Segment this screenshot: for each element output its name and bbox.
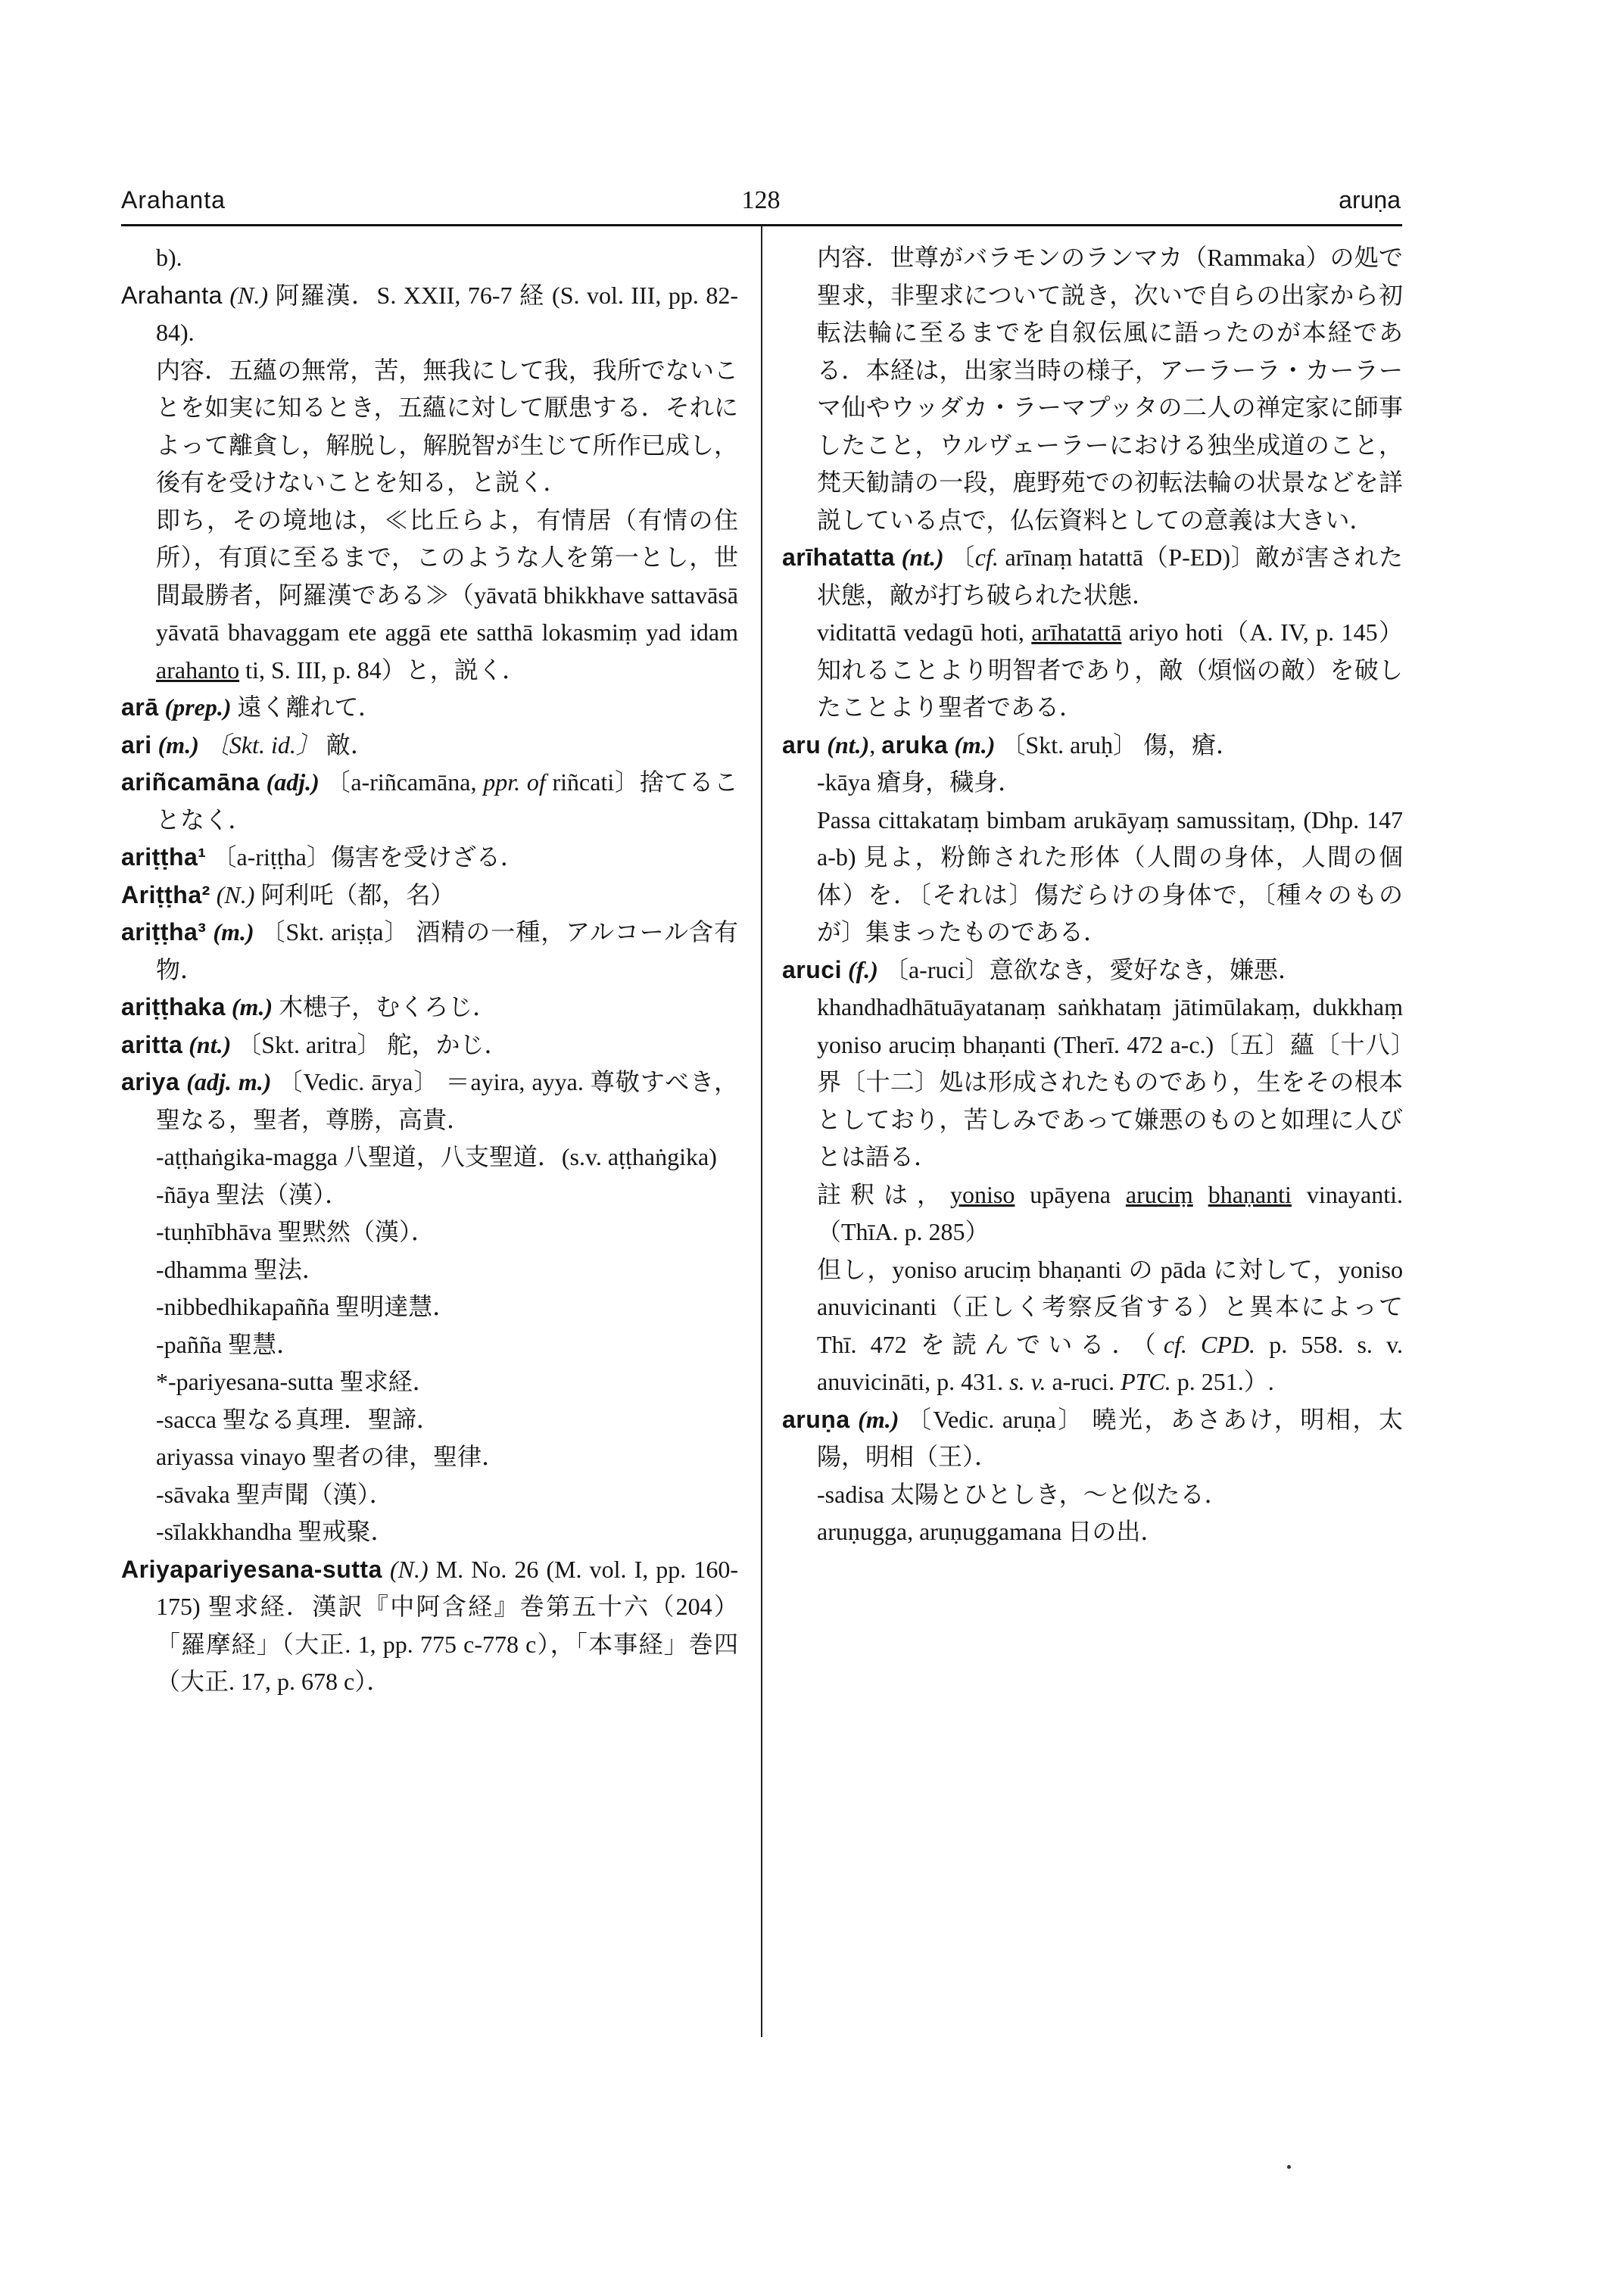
entry-ara: arā (prep.) 遠く離れて．: [121, 693, 382, 721]
ariya-sub-entry: -dhamma 聖法．: [156, 1255, 326, 1283]
ariyapariyesana-content: 内容．世尊がバラモンのランマカ（Rammaka）の処で聖求，非聖求について説き，次いで自らの出家から初転法輪に至るまでを自叙伝風に語ったのが本経である．本経は，出家当時の様子，アーラーラ・カーラーマ仙やウッダカ・ラーマプッタの二人の禅定家に師事したこと，ウルヴェーラーにおける独坐成道のこと，梵天勧請の一段，鹿野苑での初転法輪の状景などを詳説している点で，仏伝資料としての意義は大きい．: [817, 244, 1403, 534]
entry-aritthaka: ariṭṭhaka (m.) 木槵子，むくろじ．: [121, 993, 497, 1020]
right-column: [782, 239, 1403, 1551]
left-column: [121, 239, 738, 1701]
aruci-note: 但し，yoniso aruciṃ bhaṇanti の pāda に対して，yoniso anuvicinanti（正しく考察反省する）と異本によって Thī. 472 を読んでいる．（cf. CPD. p. 558. s. v. anuvicināti, p. 431. s. v. a-ruci. PTC. p. 251.）.: [817, 1255, 1403, 1395]
entry-aru: aru (nt.), aruka (m.) 〔Skt. aruḥ〕 傷，瘡．: [782, 731, 1240, 759]
entry-ari: ari (m.) 〔Skt. id.〕 敵．: [121, 731, 375, 759]
ariya-sub-entry: -tuṇhībhāva 聖黙然（漢）．: [156, 1218, 435, 1245]
arahanta-quote: 即ち，その境地は，≪比丘らよ，有情居（有情の住所），有頂に至るまで，このような人を第一とし，世間最勝者，阿羅漢である≫（yāvatā bhikkhave sattavāsā yāvatā bhavaggam ete aggā ete satthā lokasmiṃ yad idam arahanto ti, S. III, p. 84）と，説く．: [156, 506, 738, 684]
aru-example: Passa cittakataṃ bimbam arukāyaṃ samussitaṃ, (Dhp. 147 a-b) 見よ，粉飾された形体（人間の身体，人間の個体）を．〔それは〕傷だらけの身体で，〔種々のものが〕集まったものである．: [817, 805, 1403, 946]
entry-ariya: ariya (adj. m.) 〔Vedic. ārya〕 ＝ayira, ayya. 尊敬すべき，聖なる，聖者，尊勝，高貴．: [121, 1068, 739, 1133]
entry-arittha-1: ariṭṭha¹ 〔a-riṭṭha〕傷害を受けざる．: [121, 843, 525, 871]
entry-aritta: aritta (nt.) 〔Skt. aritra〕 舵，かじ．: [121, 1030, 509, 1058]
ariya-sub-entry: -sīlakkhandha 聖戒聚．: [156, 1518, 395, 1545]
ariya-sub-entry: -pañña 聖慧．: [156, 1330, 301, 1358]
entry-arincamana: ariñcamāna (adj.) 〔a-riñcamāna, ppr. of riñcati〕捨てることなく．: [121, 768, 738, 833]
aru-sub-entry: -kāya 瘡身，穢身．: [817, 768, 1023, 796]
running-head-right: aruṇa: [1339, 186, 1401, 213]
running-head-left: Arahanta: [121, 186, 226, 213]
page-header: [121, 186, 1401, 223]
entry-aruna: aruṇa (m.) 〔Vedic. aruṇa〕 曉光，あさあけ，明相，太陽，明相（王）．: [782, 1405, 1403, 1470]
ariya-sub-entry: ariyassa vinayo 聖者の律，聖律．: [156, 1443, 507, 1470]
entry-ariyapariyesana-sutta: Ariyapariyesana-sutta (N.) M. No. 26 (M. vol. I, pp. 160-175) 聖求経．漢訳『中阿含経』巻第五十六（204）「羅摩経」（大正. 1, pp. 775 c-778 c），「本事経」巻四（大正. 17, p. 678 c）．: [121, 1555, 739, 1695]
ariya-sub-entry: -aṭṭhaṅgika-magga 八聖道，八支聖道．(s.v. aṭṭhaṅgika): [156, 1143, 717, 1170]
aruci-example: khandhadhātuāyatanaṃ saṅkhataṃ jātimūlakaṃ, dukkhaṃ yoniso aruciṃ bhaṇanti (Therī. 472 a-c.)〔五〕蘊〔十八〕界〔十二〕処は形成されたものであり，生をその根本としており，苦しみであって嫌悪のものと如理に人びとは語る．: [817, 993, 1403, 1170]
entry-arihatatta: arīhatatta (nt.) 〔cf. arīnaṃ hatattā（P-ED)〕敵が害された状態，敵が打ち破られた状態．: [782, 544, 1404, 609]
column-divider: [761, 226, 762, 2037]
scan-speck: [1287, 2165, 1291, 2169]
page-number: 128: [741, 186, 781, 214]
entry-arittha-3: ariṭṭha³ (m.) 〔Skt. ariṣṭa〕 酒精の一種，アルコール含有物．: [121, 918, 738, 983]
ariya-sub-entry: -nibbedhikapañña 聖明達慧．: [156, 1293, 457, 1320]
aruna-sub-entry: -sadisa 太陽とひとしき，～と似たる．: [817, 1480, 1229, 1508]
entry-arittha-2: Ariṭṭha² (N.) 阿利吒（都，名）: [121, 880, 455, 908]
entry-continuation: b).: [156, 244, 182, 271]
aruna-sub-entry: aruṇugga, aruṇuggamana 日の出．: [817, 1518, 1165, 1545]
arahanta-content: 内容．五蘊の無常，苦，無我にして我，我所でないことを如実に知るとき，五蘊に対して厭患する．それによって離貪し，解脱し，解脱智が生じて所作已成し，後有を受けないことを知る，と説く．: [156, 356, 738, 496]
arihatatta-example: viditattā vedagū hoti, arīhatattā ariyo hoti（A. IV, p. 145）知れることより明智者であり，敵（煩悩の敵）を破したことより聖者である．: [817, 618, 1403, 721]
ariya-sub-entry: -ñāya 聖法（漢）．: [156, 1180, 350, 1208]
entry-aruci: aruci (f.) 〔a-ruci〕意欲なき，愛好なき，嫌悪．: [782, 955, 1303, 983]
entry-arahanta: Arahanta (N.) 阿羅漢．S. XXII, 76-7 経 (S. vol. III, pp. 82-84).: [121, 281, 738, 346]
ariya-sub-entry: *-pariyesana-sutta 聖求経．: [156, 1368, 437, 1395]
aruci-commentary: 註釈は，yoniso upāyena aruciṃ bhaṇanti vinayanti.（ThīA. p. 285）: [817, 1180, 1404, 1245]
ariya-sub-entry: -sacca 聖なる真理．聖諦．: [156, 1405, 441, 1433]
ariya-sub-entry: -sāvaka 聖声聞（漢）．: [156, 1480, 394, 1508]
